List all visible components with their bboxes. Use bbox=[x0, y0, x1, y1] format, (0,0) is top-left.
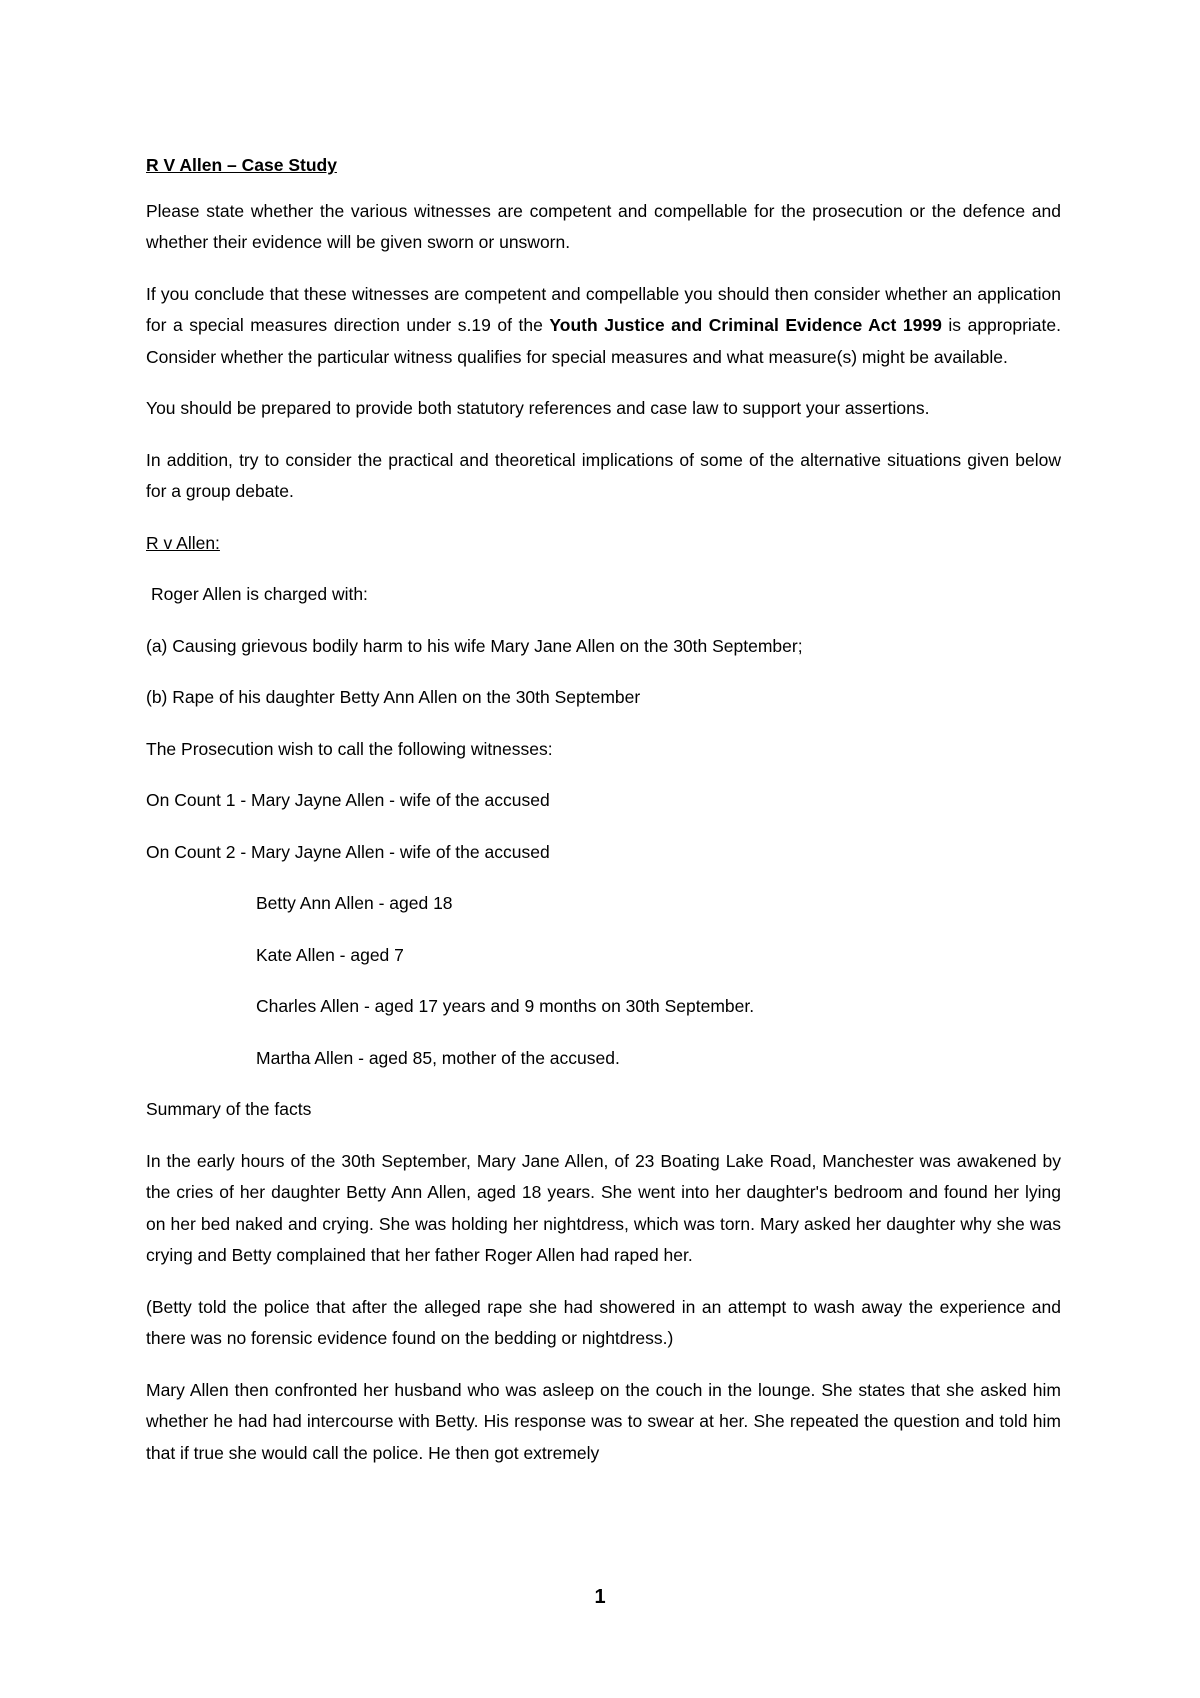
witness-item: Betty Ann Allen - aged 18 bbox=[256, 893, 453, 913]
witness-intro: The Prosecution wish to call the following witnesses: bbox=[146, 738, 553, 759]
instruction-paragraph-3: You should be prepared to provide both statutory references and case law to support your assertions. bbox=[146, 398, 930, 418]
facts-paragraph-1: In the early hours of the 30th September, Mary Jane Allen, of 23 Boating Lake Road, Manchester was awakened by the cries of her daughter Betty Ann Allen, aged 18 years. She went into her daughter's bedroom and found her lying on her bed naked and crying. She was holding her nightdress, which was torn. Mary asked her daughter why she was crying and Betty complained that her father Roger Allen had raped her. bbox=[146, 1150, 1061, 1265]
page-number: 1 bbox=[594, 1586, 606, 1608]
charge-a: (a) Causing grievous bodily harm to his wife Mary Jane Allen on the 30th September; bbox=[146, 635, 803, 656]
instruction-paragraph-2-a: If you conclude that these witnesses are competent and compellable you should then consider whether an application for a special measures direction under s.19 of the bbox=[146, 283, 1061, 335]
document-title: R V Allen – Case Study bbox=[146, 155, 337, 175]
count-1: On Count 1 - Mary Jayne Allen - wife of the accused bbox=[146, 790, 550, 810]
summary-heading: Summary of the facts bbox=[146, 1099, 312, 1119]
witness-item: Martha Allen - aged 85, mother of the accused. bbox=[256, 1047, 620, 1068]
instruction-paragraph-4: In addition, try to consider the practical and theoretical implications of some of the alternative situations given below for a group debate. bbox=[146, 449, 1061, 501]
case-heading: R v Allen: bbox=[146, 532, 220, 553]
facts-paragraph-2: (Betty told the police that after the alleged rape she had showered in an attempt to wash away the experience and there was no forensic evidence found on the bedding or nightdress.) bbox=[146, 1296, 1061, 1348]
charge-b: (b) Rape of his daughter Betty Ann Allen on the 30th September bbox=[146, 687, 641, 707]
charged-intro: Roger Allen is charged with: bbox=[151, 584, 368, 604]
count-2: On Count 2 - Mary Jayne Allen - wife of the accused bbox=[146, 841, 550, 862]
instruction-paragraph-2-c: is appropriate. Consider whether the particular witness qualifies for special measures and what measure(s) might be available. bbox=[146, 315, 1061, 367]
witness-item: Kate Allen - aged 7 bbox=[256, 944, 404, 965]
document-body bbox=[146, 150, 1061, 1489]
instruction-paragraph-1: Please state whether the various witnesses are competent and compellable for the prosecution or the defence and whether their evidence will be given sworn or unsworn. bbox=[146, 200, 1061, 252]
instruction-paragraph-2 bbox=[146, 279, 1061, 374]
witness-item: Charles Allen - aged 17 years and 9 months on 30th September. bbox=[256, 996, 755, 1016]
facts-paragraph-3: Mary Allen then confronted her husband who was asleep on the couch in the lounge. She states that she asked him whether he had had intercourse with Betty. His response was to swear at her. She repeated the question and told him that if true she would call the police. He then got extremely bbox=[146, 1379, 1061, 1463]
act-name: Youth Justice and Criminal Evidence Act 1999 bbox=[549, 315, 942, 335]
